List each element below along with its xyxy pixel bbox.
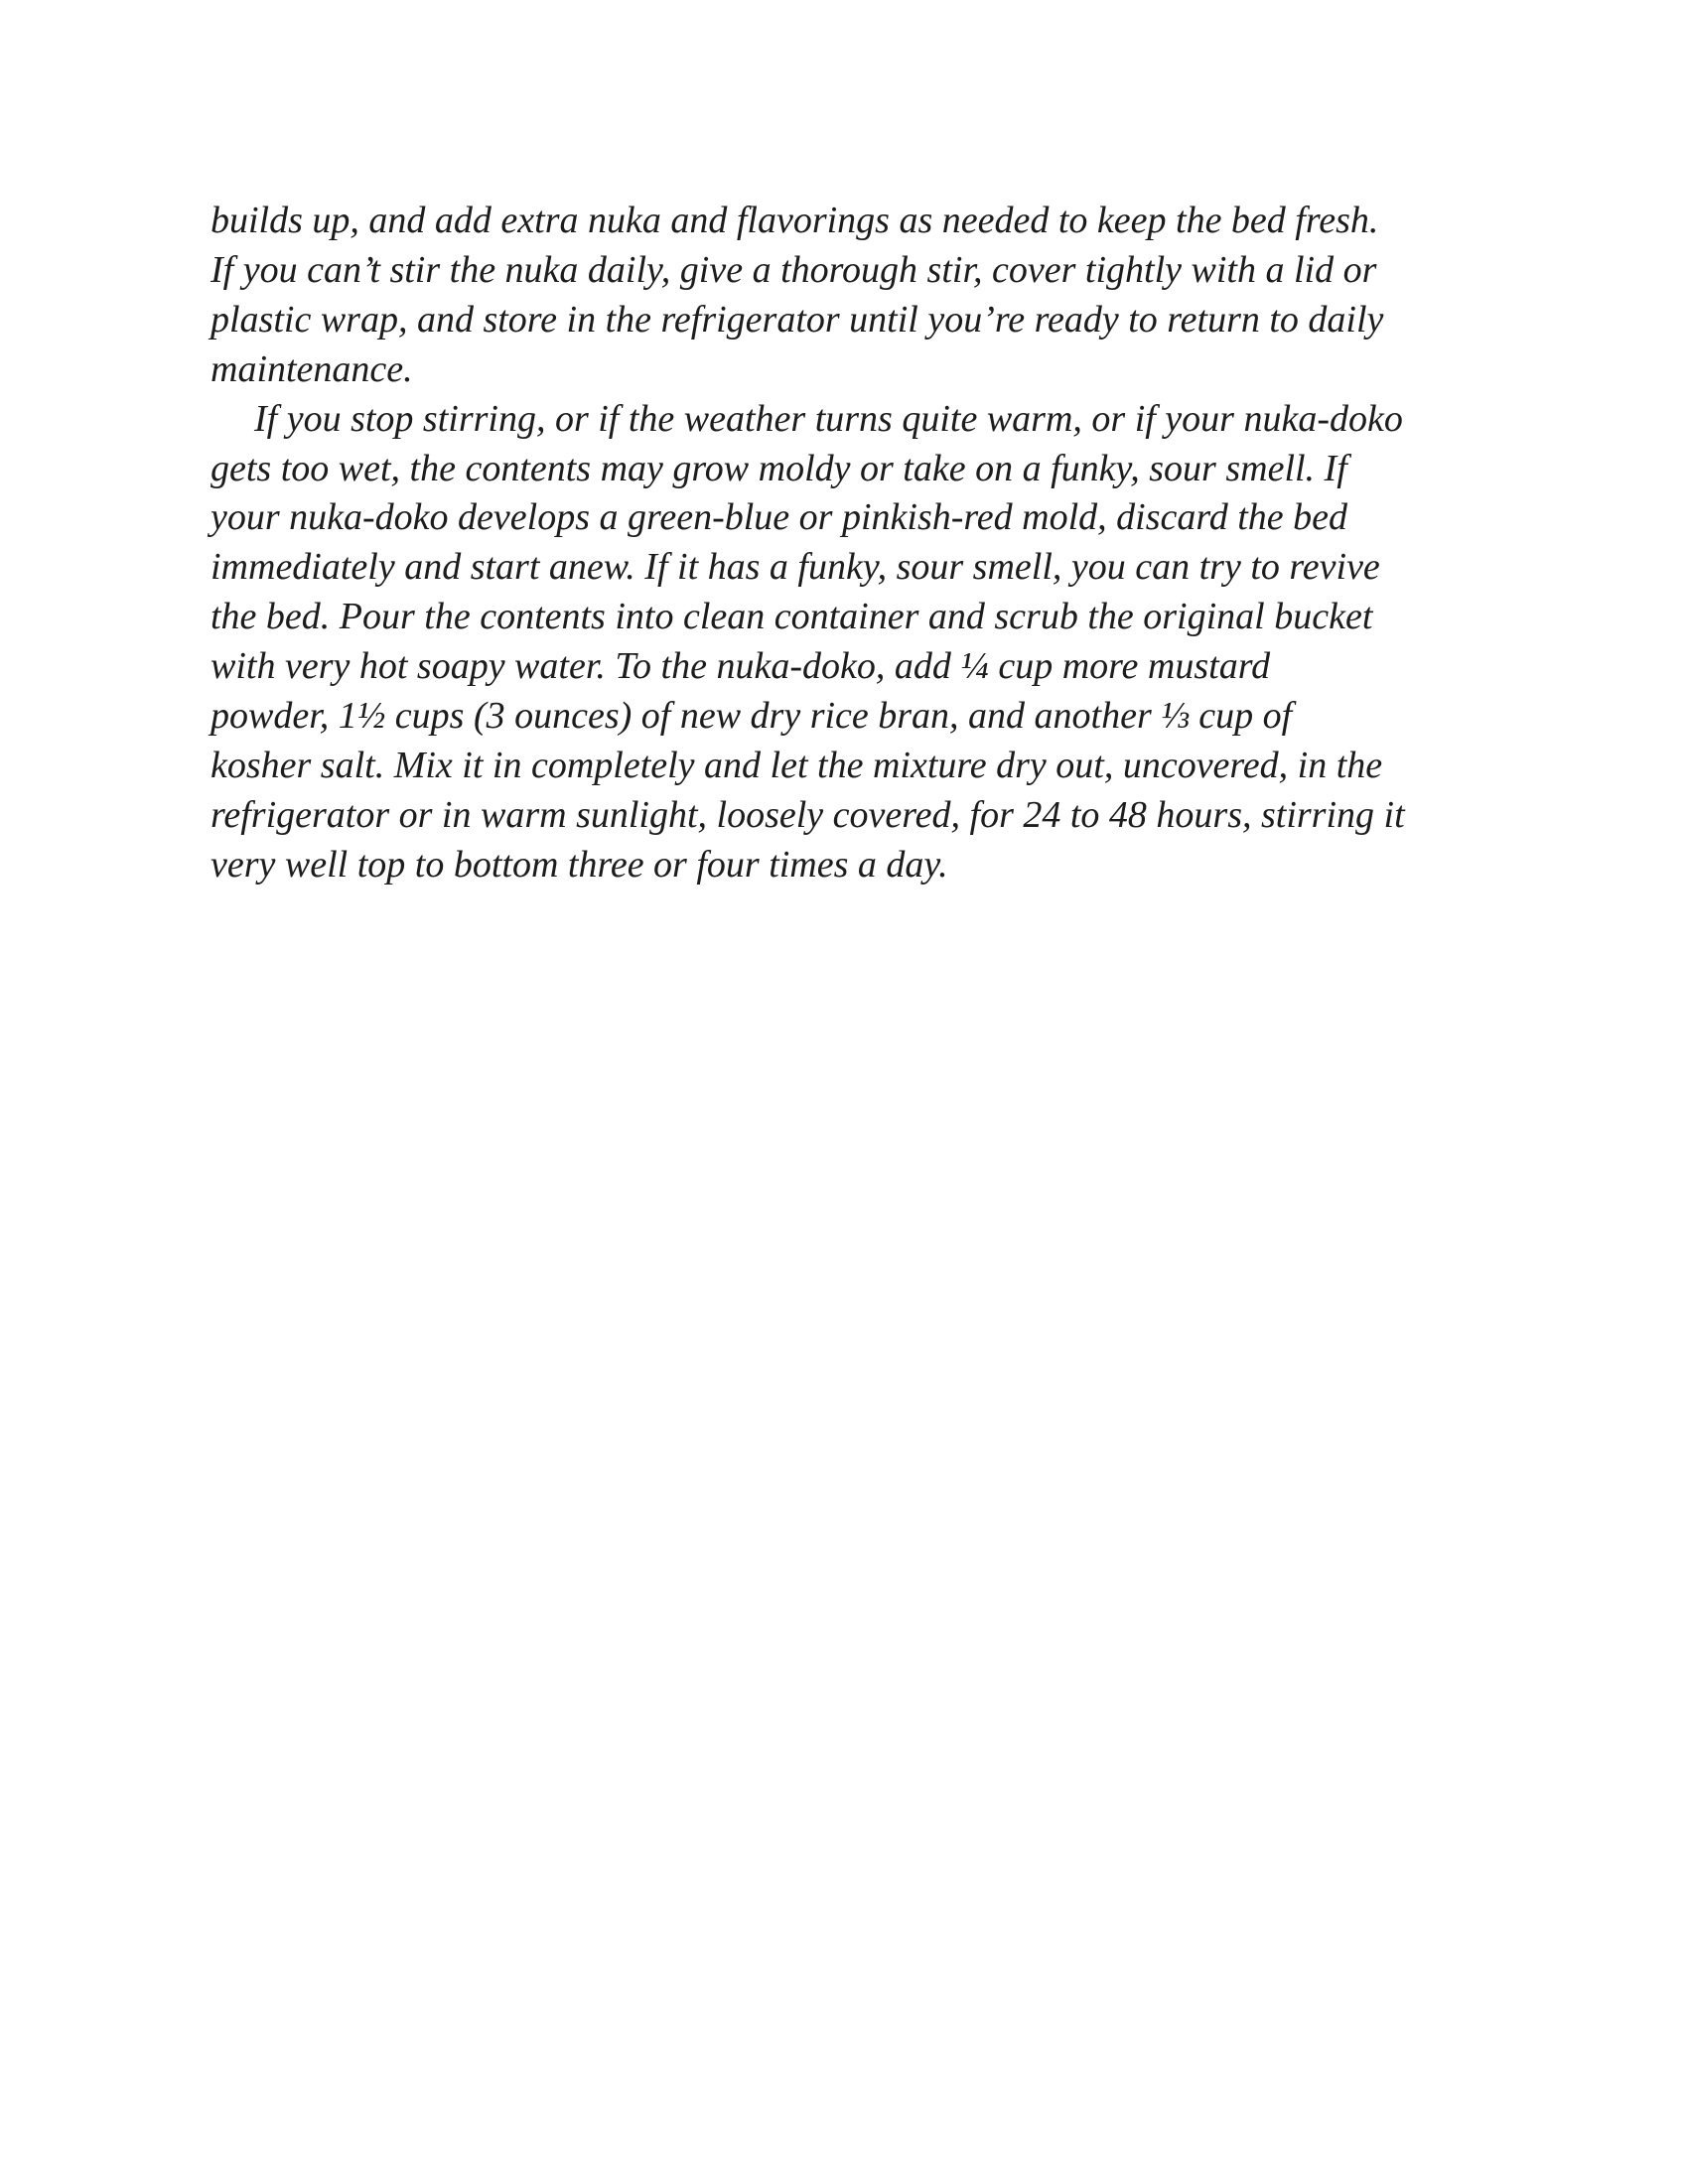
text-line: with very hot soapy water. To the nuka-doko, add ¼ cup more mustard xyxy=(211,645,1271,688)
text-line: refrigerator or in warm sunlight, loosely covered, for 24 to 48 hours, stirring it xyxy=(211,793,1405,836)
text-line: very well top to bottom three or four times a day. xyxy=(211,843,948,886)
text-line: If you can’t stir the nuka daily, give a thorough stir, cover tightly with a lid or xyxy=(211,248,1377,291)
paragraph-first-line: If you stop stirring, or if the weather turns quite warm, or if your nuka-doko xyxy=(254,397,1403,440)
text-line: plastic wrap, and store in the refrigerator until you’re ready to return to daily xyxy=(211,298,1384,341)
text-line: powder, 1½ cups (3 ounces) of new dry rice bran, and another ⅓ cup of xyxy=(211,695,1293,738)
body-text xyxy=(211,197,1501,890)
text-line: builds up, and add extra nuka and flavorings as needed to keep the bed fresh. xyxy=(211,200,1379,241)
text-line: maintenance. xyxy=(211,347,413,390)
text-line: immediately and start anew. If it has a funky, sour smell, you can try to revive xyxy=(211,546,1380,589)
text-line: kosher salt. Mix it in completely and let the mixture dry out, uncovered, in the xyxy=(211,744,1383,786)
text-line: gets too wet, the contents may grow moldy or take on a funky, sour smell. If xyxy=(211,447,1347,489)
text-line: your nuka-doko develops a green-blue or pinkish-red mold, discard the bed xyxy=(211,496,1348,539)
text-line: the bed. Pour the contents into clean container and scrub the original bucket xyxy=(211,596,1373,638)
